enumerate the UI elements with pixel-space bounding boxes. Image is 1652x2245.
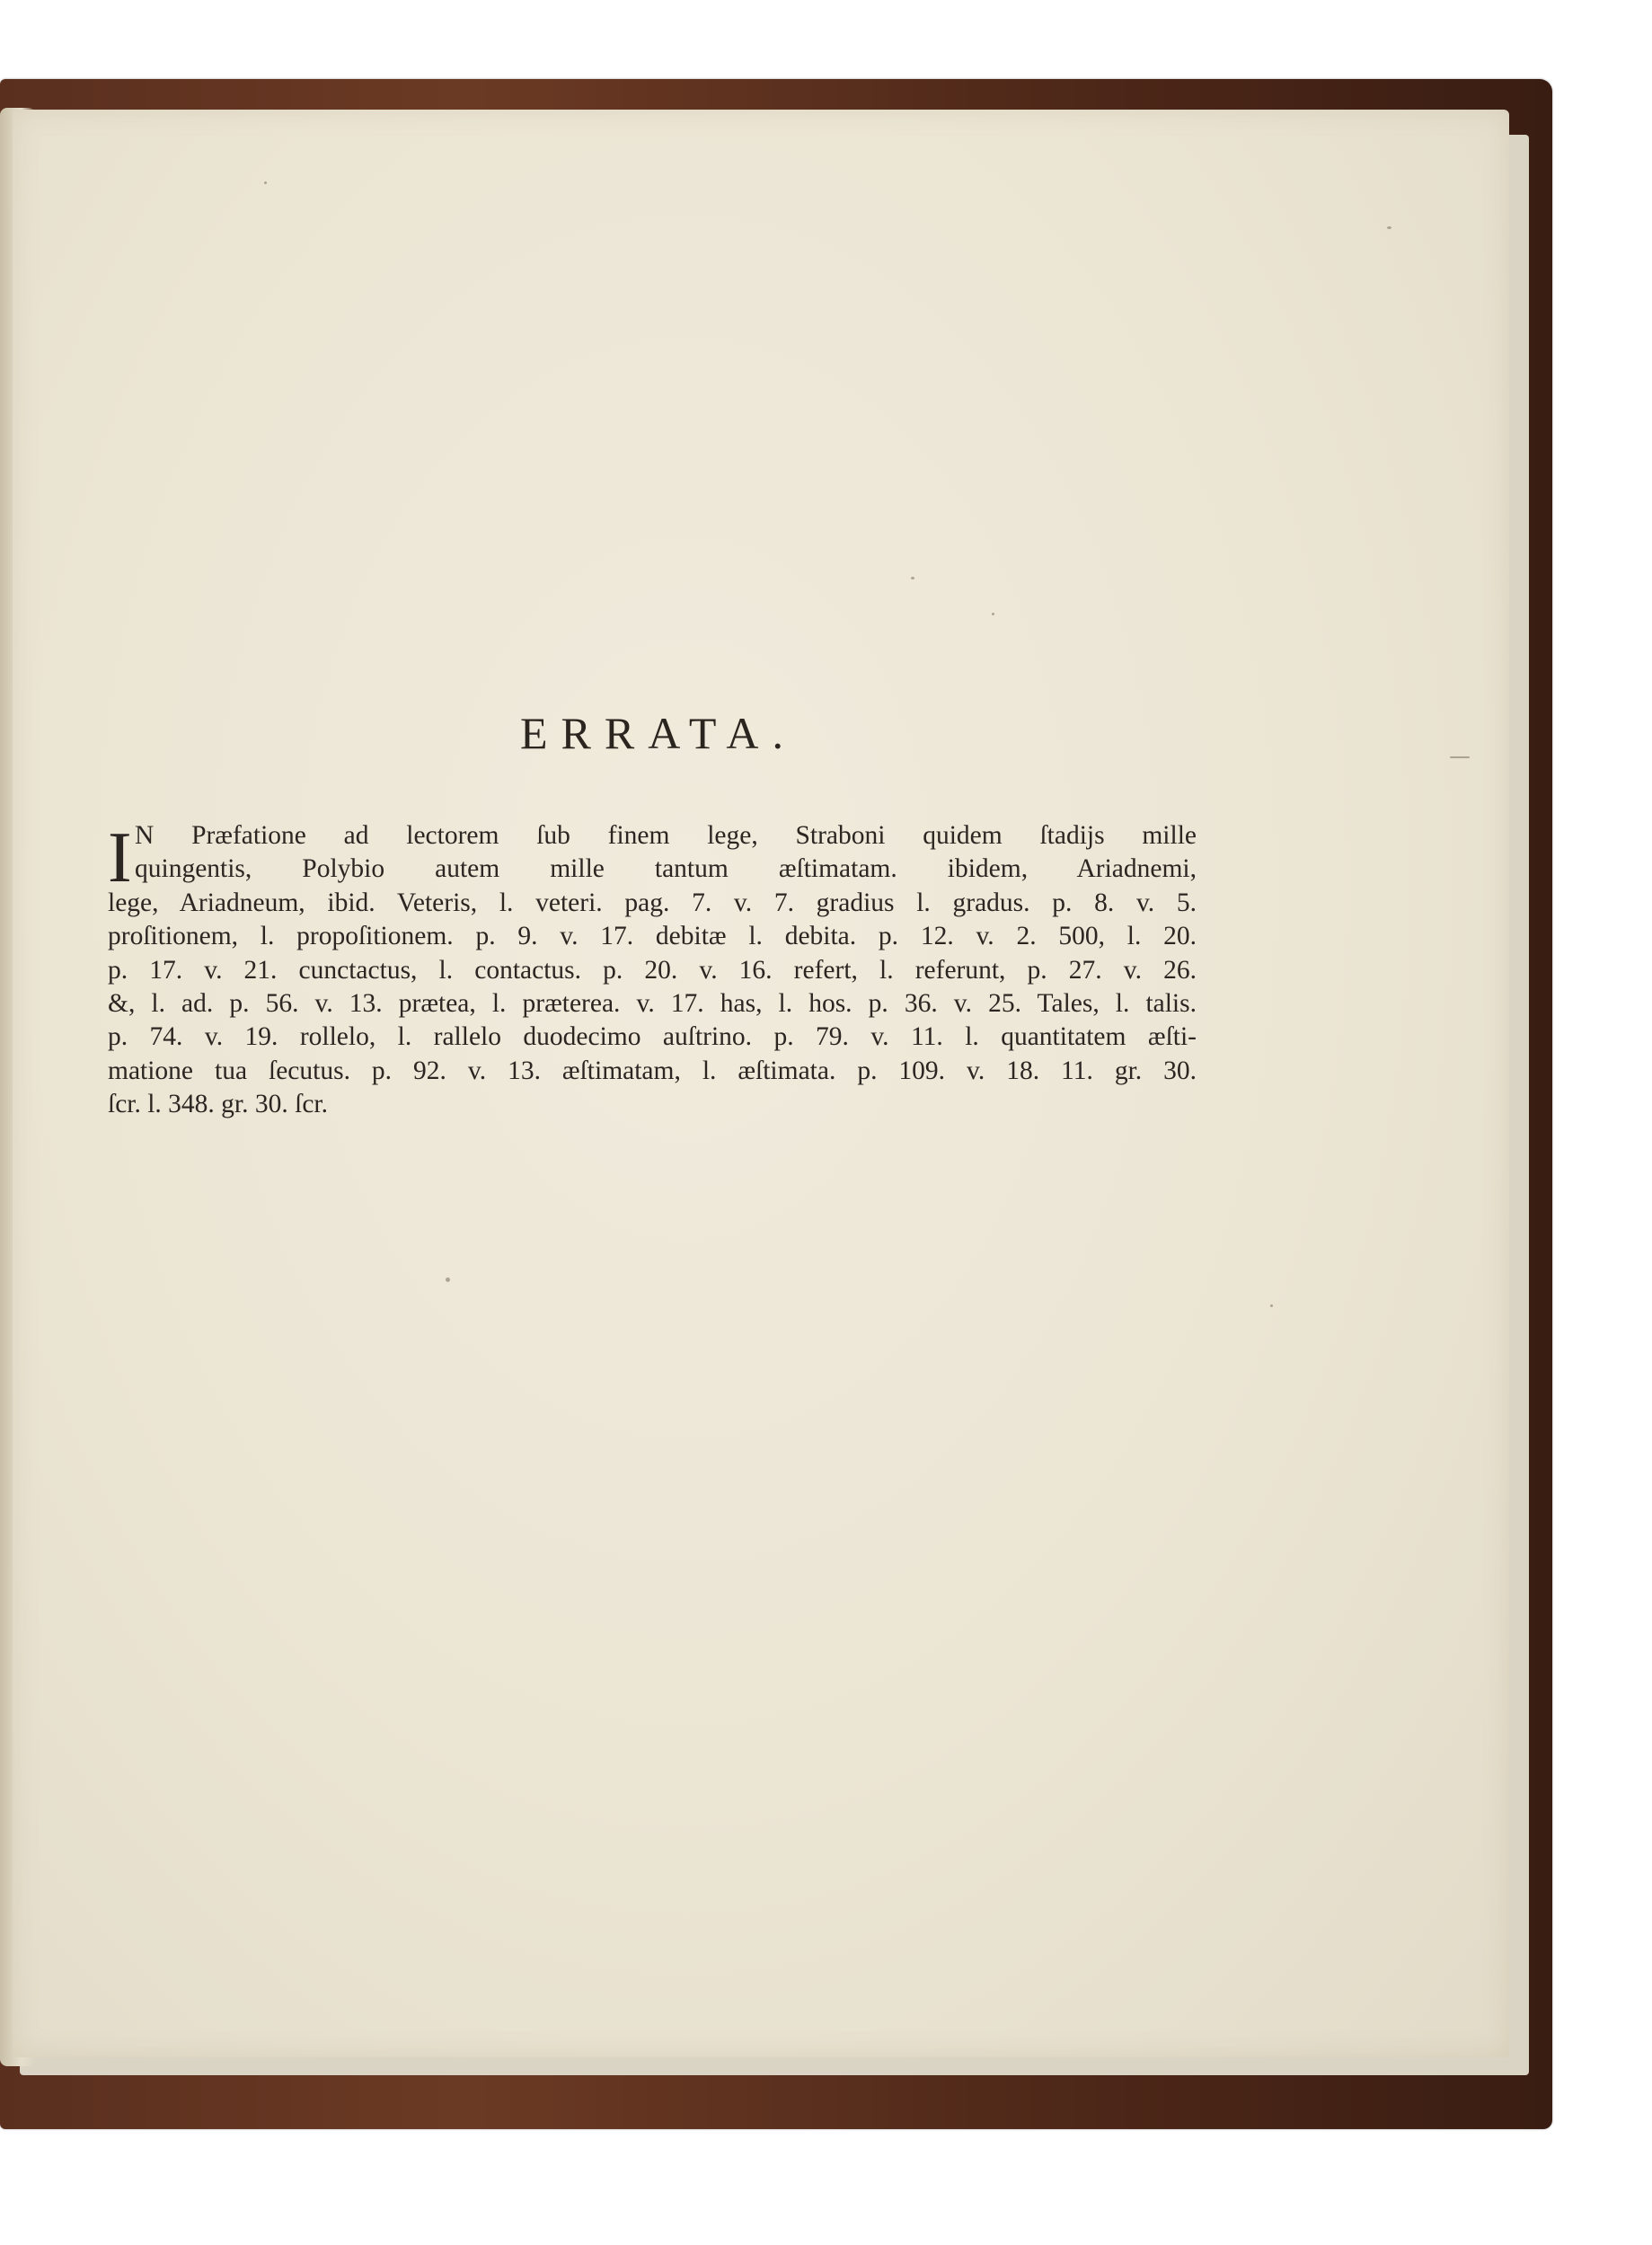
errata-line-8: matione tua ſecutus. p. 92. v. 13. æſtimatam, l. æſtimata. p. 109. v. 18. 11. gr. 30.	[108, 1056, 1197, 1085]
paper-speck	[446, 1277, 450, 1282]
paper-speck	[992, 613, 994, 615]
errata-line-6: &, l. ad. p. 56. v. 13. prætea, l. prætereа. v. 17. has, l. hos. p. 36. v. 25. Tales, l. talis.	[108, 989, 1197, 1019]
errata-line-2: quingentis, Polybio autem mille tantum æſtimatam. ibidem, Ariadnemi,	[135, 854, 1197, 884]
errata-line-1: N Præfatione ad lectorem ſub finem lege, Straboni quidem ſtadijs mille	[135, 821, 1197, 850]
paper-speck	[1450, 756, 1470, 758]
paper-speck	[264, 181, 267, 184]
book-page	[13, 110, 1509, 2057]
page-title	[13, 707, 1509, 759]
errata-paragraph	[108, 819, 1197, 1122]
paper-speck	[1270, 1304, 1273, 1307]
errata-line-5: p. 17. v. 21. cunctactus, l. contactus. p. 20. v. 16. refert, l. referunt, p. 27. v. 26.	[108, 955, 1197, 985]
paper-speck	[1387, 226, 1391, 229]
paper-speck	[911, 577, 914, 579]
drop-cap: I	[108, 818, 132, 897]
errata-line-3: lege, Ariadneum, ibid. Veteris, l. veteri. pag. 7. v. 7. gradius l. gradus. p. 8. v. 5.	[108, 888, 1197, 917]
title-text: ERRATA.	[520, 708, 797, 758]
errata-line-4: proſitionem, l. propoſitionem. p. 9. v. 17. debitæ l. debita. p. 12. v. 2. 500, l. 20.	[108, 922, 1197, 951]
errata-line-9: ſcr. l. 348. gr. 30. ſcr.	[108, 1090, 328, 1119]
errata-line-7: p. 74. v. 19. rollelo, l. rallelo duodecimo auſtrino. p. 79. v. 11. l. quantitatem æſti-	[108, 1022, 1197, 1052]
